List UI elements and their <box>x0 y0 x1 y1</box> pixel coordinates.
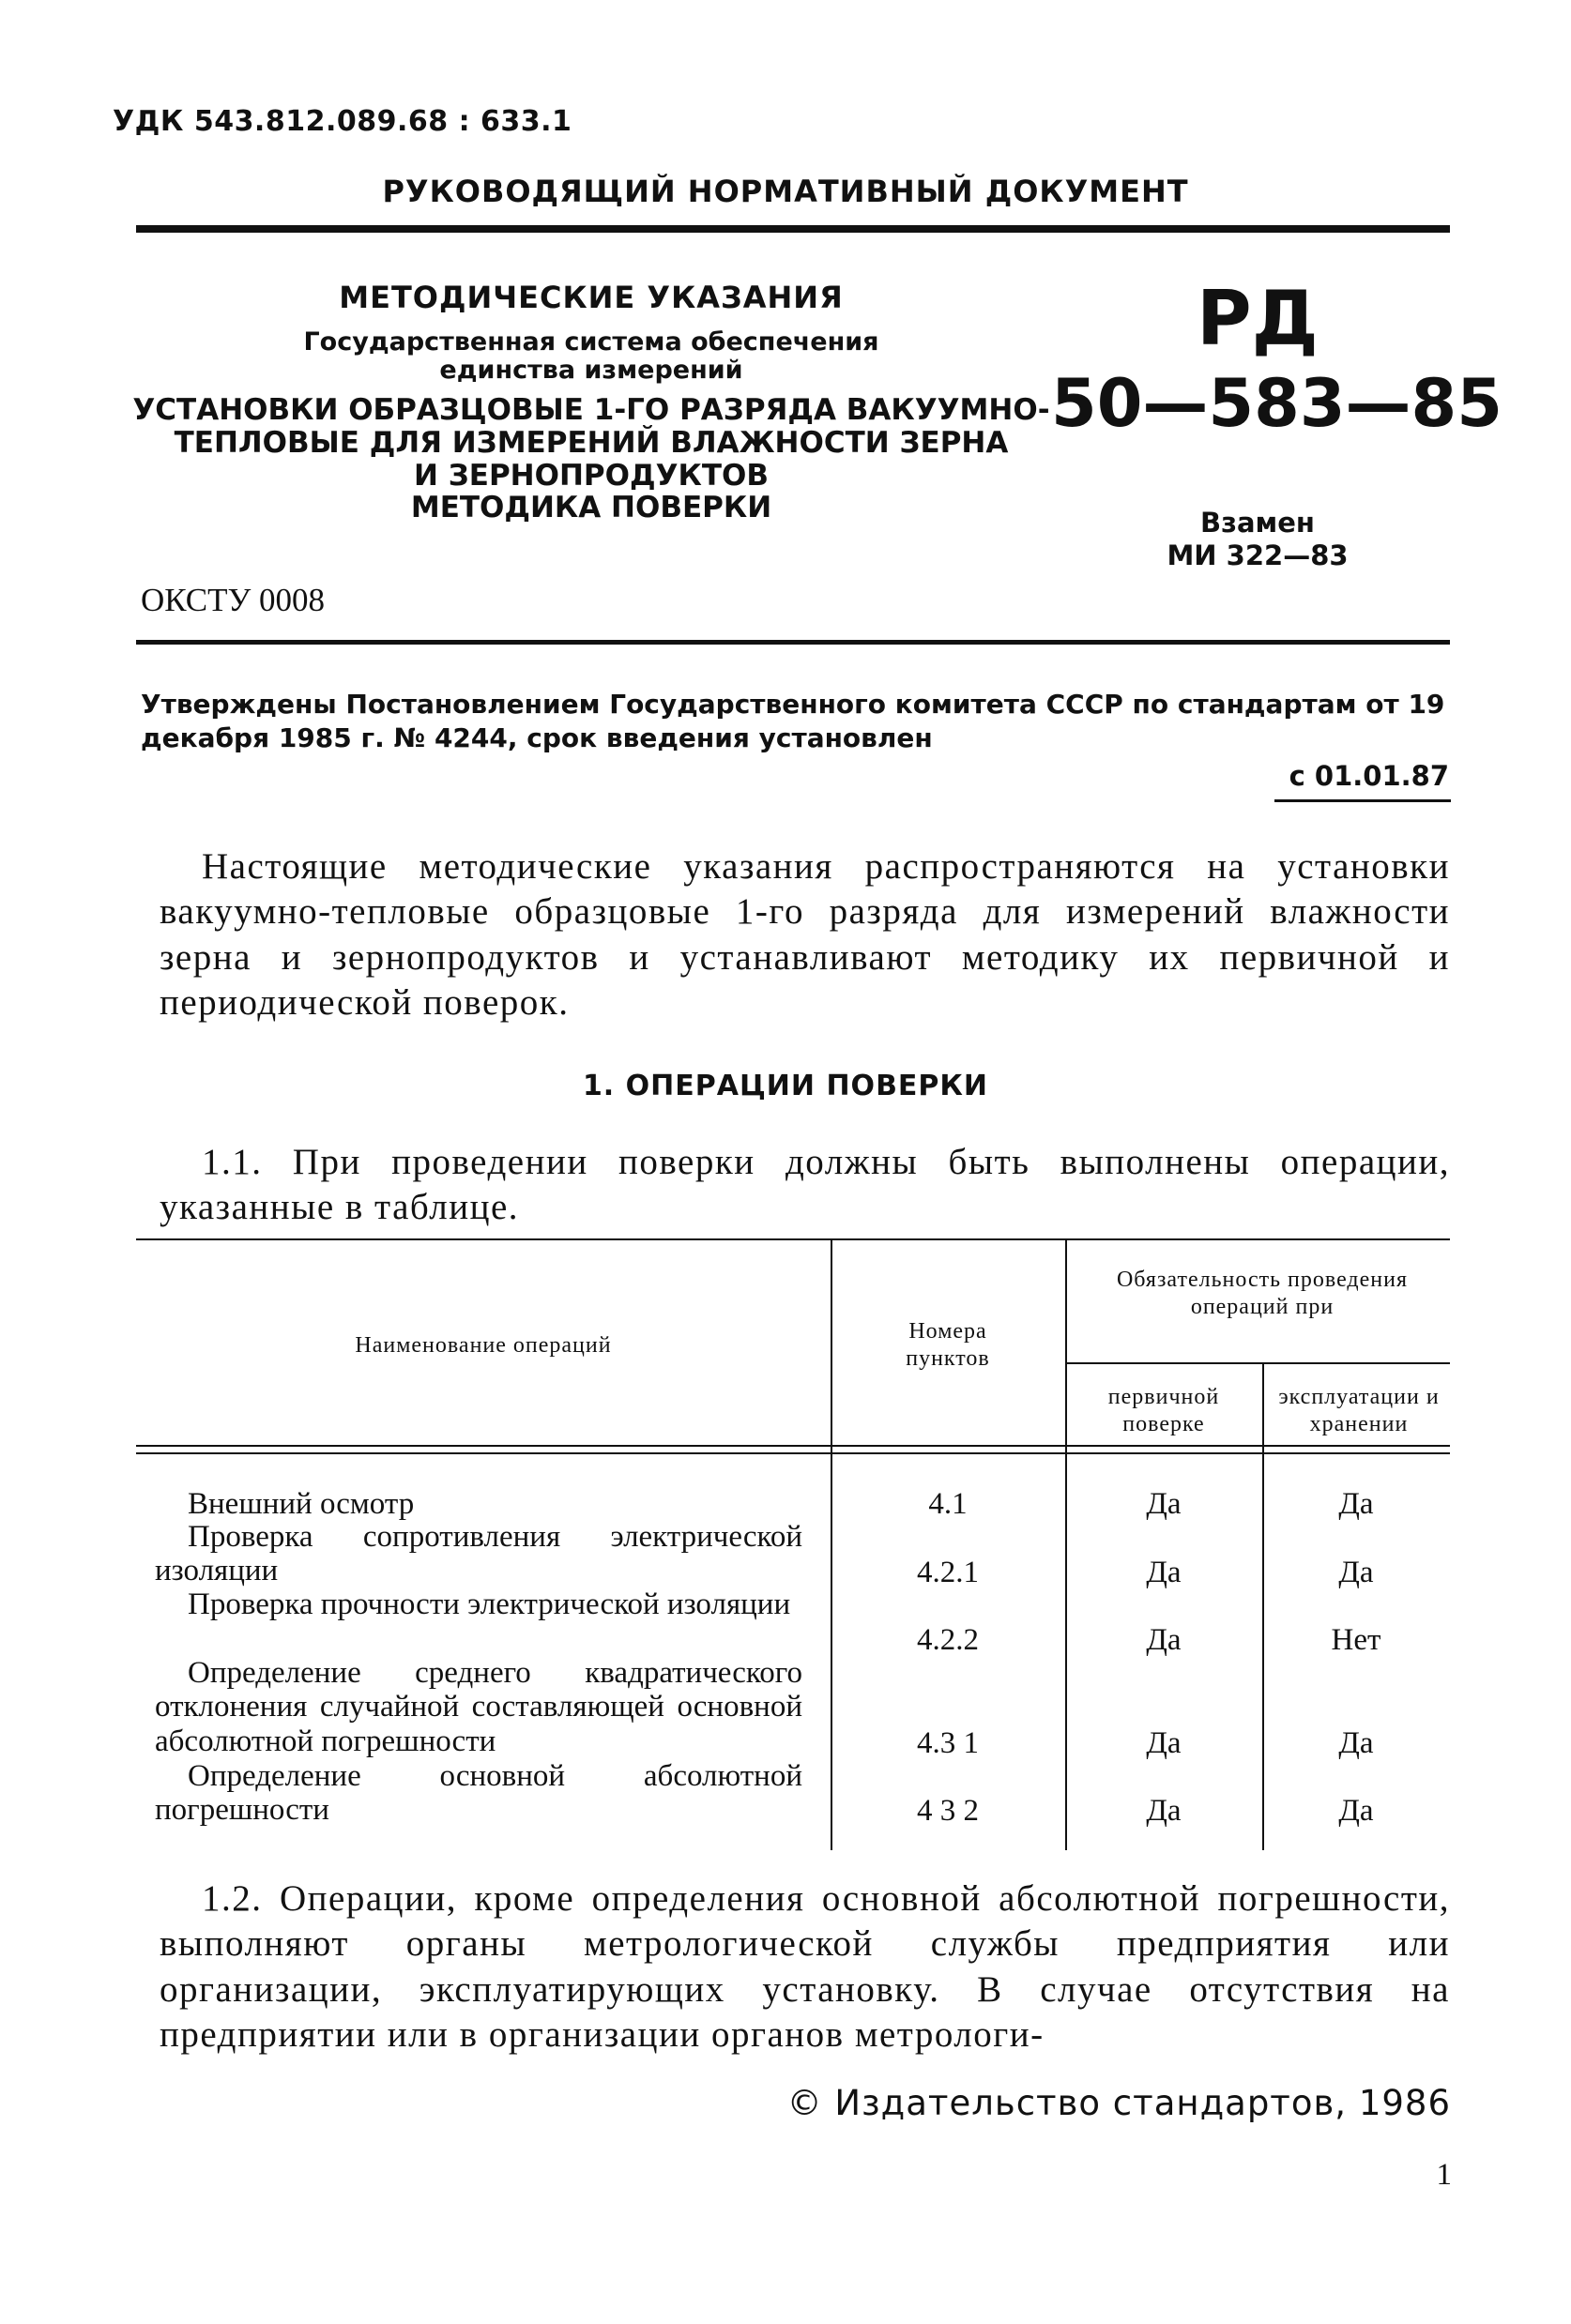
table-top-rule <box>136 1238 1450 1240</box>
header-number: Номера пунктов <box>906 1319 990 1371</box>
title-line-4: МЕТОДИКА ПОВЕРКИ <box>410 491 772 525</box>
row-2-number: 4.2.1 <box>917 1556 979 1589</box>
row-4-name: Определение среднего квадратического отклонения случайной составляющей основной абсолютной погрешности <box>155 1656 802 1758</box>
replaces-value: МИ 322—83 <box>1167 539 1349 571</box>
title-line-1: УСТАНОВКИ ОБРАЗЦОВЫЕ 1-ГО РАЗРЯДА ВАКУУМНО- <box>132 393 1050 428</box>
header-name: Наименование операций <box>355 1333 612 1358</box>
header-obligation: Обязательность проведения операций при <box>1116 1268 1409 1319</box>
replaces-label: Взамен <box>1200 507 1315 539</box>
code-number: 50—583—85 <box>1051 365 1502 442</box>
row-2-operation: Да <box>1338 1556 1374 1589</box>
paragraph-1-1: 1.1. При проведении поверки должны быть выполнены операции, указанные в таблице. <box>160 1142 1450 1228</box>
row-1-number: 4.1 <box>928 1487 968 1521</box>
approval-rule <box>136 640 1450 645</box>
page-number: 1 <box>1436 2158 1452 2192</box>
intro-paragraph: Настоящие методические указания распространяются на установки вакуумно-тепловые образцовые 1-го разряда для измерений влажности зерна и зернопродуктов и устанавливают методику их первичной и периодической поверок. <box>160 846 1450 1024</box>
system-line-1: Государственная система обеспечения <box>303 327 879 357</box>
row-4-number: 4.3 1 <box>917 1726 979 1760</box>
row-1-name: Внешний осмотр <box>188 1487 415 1521</box>
row-3-operation: Нет <box>1331 1623 1381 1657</box>
row-4-operation: Да <box>1338 1726 1374 1760</box>
title-line-2: ТЕПЛОВЫЕ ДЛЯ ИЗМЕРЕНИЙ ВЛАЖНОСТИ ЗЕРНА <box>174 426 1009 461</box>
header-operation: эксплуатации и хранении <box>1278 1385 1440 1436</box>
row-1-operation: Да <box>1338 1487 1374 1521</box>
row-3-primary: Да <box>1146 1623 1182 1657</box>
row-5-name: Определение основной абсолютной погрешности <box>155 1759 802 1828</box>
row-3-number: 4.2.2 <box>917 1623 979 1657</box>
row-2-name: Проверка сопротивления электрической изоляции <box>155 1520 802 1588</box>
system-line-2: единства измерений <box>439 356 743 386</box>
approval-text: Утверждены Постановлением Государственного комитета СССР по стандартам от 19 декабря 1985 г. № 4244, срок введения установлен <box>141 689 1445 754</box>
document-kind: МЕТОДИЧЕСКИЕ УКАЗАНИЯ <box>339 280 844 315</box>
table-header-rule-1 <box>136 1445 1450 1447</box>
operations-table <box>136 1238 1450 1850</box>
header-rule <box>136 225 1450 233</box>
row-4-primary: Да <box>1146 1726 1182 1760</box>
row-3-name: Проверка прочности электрической изоляции <box>188 1587 791 1621</box>
row-5-operation: Да <box>1338 1794 1374 1828</box>
table-header-rule-2 <box>136 1452 1450 1454</box>
code-label: РД <box>1197 275 1319 362</box>
title-line-3: И ЗЕРНОПРОДУКТОВ <box>414 458 769 493</box>
table-subheader-rule <box>1065 1362 1450 1364</box>
document-type: РУКОВОДЯЩИЙ НОРМАТИВНЫЙ ДОКУМЕНТ <box>382 174 1189 209</box>
header-primary: первичной поверке <box>1107 1385 1220 1436</box>
row-5-number: 4 3 2 <box>917 1794 979 1828</box>
section-heading: 1. ОПЕРАЦИИ ПОВЕРКИ <box>582 1070 989 1102</box>
row-1-primary: Да <box>1146 1487 1182 1521</box>
effective-date: с 01.01.87 <box>1289 760 1449 792</box>
table-vline-3 <box>1262 1363 1264 1850</box>
copyright: © Издательство стандартов, 1986 <box>786 2083 1451 2123</box>
document-code <box>1051 275 1502 443</box>
row-5-primary: Да <box>1146 1794 1182 1828</box>
oksty-code: ОКСТУ 0008 <box>141 582 326 618</box>
paragraph-1-2: 1.2. Операции, кроме определения основной абсолютной погрешности, выполняют органы метрологической службы предприятия или организации, эксплуатирующих установку. В случае отсутствия на предприятии или в организации органов метрологи- <box>160 1878 1450 2056</box>
replaces-block <box>1117 507 1398 572</box>
udk-code: УДК 543.812.089.68 : 633.1 <box>113 105 572 138</box>
date-underline <box>1274 799 1451 802</box>
title-block <box>131 281 1051 524</box>
row-2-primary: Да <box>1146 1556 1182 1589</box>
